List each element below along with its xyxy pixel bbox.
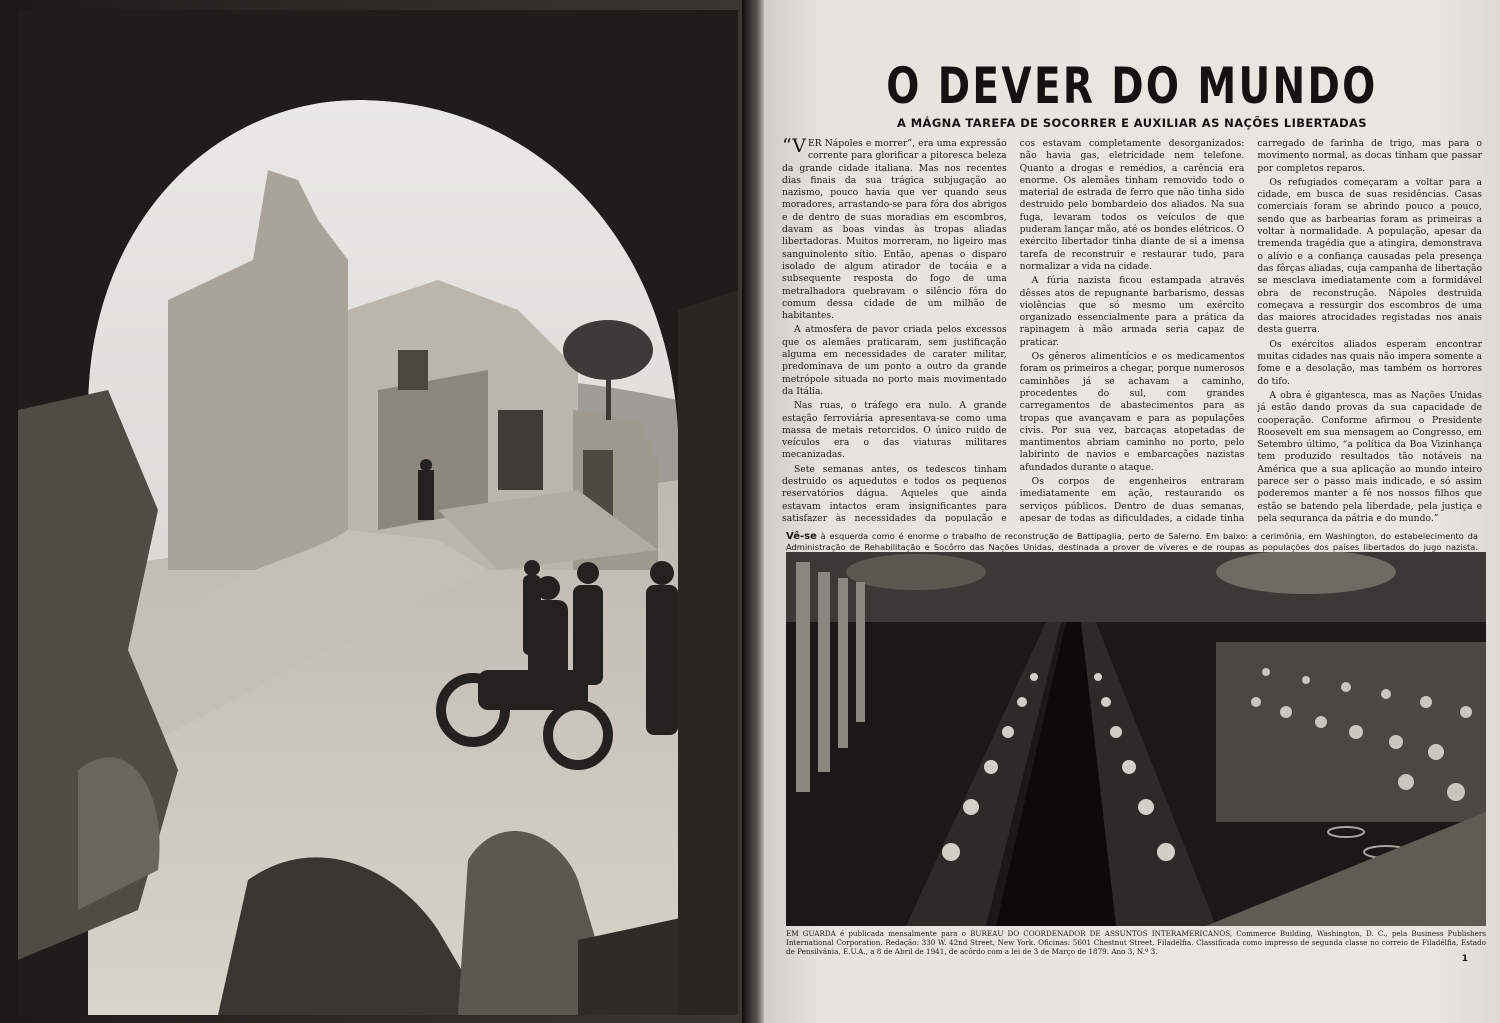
- caption-text: à esquerda como é enorme o trabalho de reconstrução de Battipaglia, perto de Salerno. Em baixo: a cerimônia, em Washington, do estabelecimento da Administração de Rehabilitação e Socôrro das Nações Unidas, destinada a prover de víveres e de roupas as populações dos países libertados do jugo nazista.: [786, 531, 1479, 552]
- article-paragraph: carregado de farinha de trigo, mas para o movimento normal, as docas tinham que passar por completos reparos.: [1257, 138, 1483, 174]
- article-paragraph: Os corpos de engenheiros entraram imediatamente em ação, restaurando os serviços públicos. Dentro de duas semanas, apesar de todas as dificuldades, a cidade tinha: [1019, 476, 1245, 522]
- left-page: [0, 0, 742, 1023]
- ruins-photograph: [18, 10, 738, 1015]
- article-paragraph: Os refugiados começaram a voltar para a cidade, em busca de suas residências. Casas comerciais foram se abrindo pouco a pouco, sendo que as barbearias foram as primeiras a voltar à normalidade. A população, apesar da tremenda tragédia que a atingira, demonstrava o alívio e a confiança causadas pela presença das fôrças aliadas, cuja campanha de libertação se mesclava imediatamente com a formidável obra de reconstrução. Nápoles destruida começava a ressurgir dos escombros de uma das maiores atrocidades registadas nos anais desta guerra.: [1257, 176, 1483, 336]
- caption-lead: Vê-se: [786, 531, 817, 542]
- article-paragraph: A atmosfera de pavor criada pelos excessos que os alemães praticaram, sem justificação alguma em necessidades de carater militar, predominava de um ponto a outro da grande metrópole situada no porto mais movimentado da Itália.: [782, 324, 1007, 397]
- article-body: [782, 138, 1482, 522]
- article-paragraph: Sete semanas antes, os tedescos tinham destruido os aquedutos e todos os pequenos reservatórios dágua. Aqueles que ainda estavam intactos eram insignificantes para satisfazer às necessidades da população e: [782, 463, 1007, 522]
- right-page: [764, 0, 1500, 1023]
- paragraph-text: ER Nápoles e morrer”, era uma expressão corrente para glorificar a pitoresca beleza da grande cidade italiana. Mas nos recentes dias finais da sua trágica subjugação ao nazismo, pouco havia que ver quando seus moradores, arrastando-se para fóra dos abrigos e de dentro de suas moradias em escombros, davam as boas vindas às tropas aliadas libertadoras. Muitos morreram, no ligeiro mas sanguinolento sítio. Então, apenas o disparo isolado de algum atirador de tocáia e a subsequente resposta do fogo de uma metralhadora quebravam o silêncio fóra do comum dessa cidade de um milhão de habitantes.: [782, 138, 1007, 322]
- article-column-3: [1257, 138, 1482, 522]
- article-paragraph: Os gêneros alimentícios e os medicamentos foram os primeiros a chegar, porque numerosos caminhões já se achavam a caminho, procedentes do sul, com grandes carregamentos de abastecimentos para as tropas que avançavam e para as populações civis. Por sua vez, barcaças atopetadas de mantimentos abriam caminho no porto, pelo labirinto de navios e embarcações nazistas afundados durante o ataque.: [1019, 351, 1245, 473]
- subheadline: A MÁGNA TAREFA DE SOCORRER E AUXILIAR AS NAÇÕES LIBERTADAS: [897, 116, 1367, 130]
- drop-cap: “V: [782, 138, 806, 157]
- center-gutter: [742, 0, 764, 1023]
- article-paragraph: [782, 138, 1007, 322]
- page-number: 1: [1461, 954, 1468, 964]
- article-paragraph: cos estavam completamente desorganizados: não havia gas, eletricidade nem telefone. Quanto a drogas e remédios, a carência era enorme. Os alemães tinham removido todo o material de estrada de ferro que não tinha sido destruido pelo bombardeio dos aliados. Na sua fuga, levaram todos os veículos de que puderam lançar mão, até os bondes elétricos. O exército libertador tinha diante de si a imensa tarefa de reconstruir e restaurar tudo, para normalizar a vida na cidade.: [1019, 138, 1245, 272]
- ceremony-photograph: [786, 552, 1486, 926]
- article-paragraph: A fúria nazista ficou estampada através dêsses atos de repugnante barbarismo, dessas violências que só mesmo um exército organizado essencialmente para a prática da rapinagem à mão armada seria capaz de praticar.: [1019, 275, 1245, 348]
- article-column-1: [782, 138, 1007, 522]
- article-paragraph: Os exércitos aliados esperam encontrar muitas cidades nas quais não impera somente a fome e a desolação, mas também os horrores do tifo.: [1257, 338, 1483, 387]
- colophon: EM GUARDA é publicada mensalmente para o BUREAU DO COORDENADOR DE ASSUNTOS INTERAMERICANOS, Commerce Building, Washington, D. C., pela Business Publishers International Corporation. Redação: 330 W. 42nd Street, New York. Oficinas: 5601 Chestnut Street, Filadélfia. Classificada como impresso de segunda classe no correio de Filadélfia, Estado de Pensilvânia, E.U.A., a 8 de Abril de 1941, de acôrdo com a lei de 3 de Março de 1879. Ano 3, N.º 3.: [786, 929, 1486, 957]
- article-paragraph: A obra é gigantesca, mas as Nações Unidas já estão dando provas da sua capacidade de cooperação. Conforme afirmou o Presidente Roosevelt em sua mensagem ao Congresso, em Setembro último, “a política da Boa Vizinhança tem produzido resultados tão notáveis na América que a sua aplicação ao mundo inteiro parece ser o passo mais indicado, e só assim poderemos manter a fé nos nossos filhos que estão se batendo pela liberdade, pela justiça e pela segurança da pátria e do mundo.”: [1257, 389, 1483, 522]
- headline: O DEVER DO MUNDO: [886, 57, 1378, 115]
- article-column-2: [1020, 138, 1245, 522]
- article-paragraph: Nas ruas, o tráfego era nulo. A grande estação ferroviária apresentava-se como uma massa de metais retorcidos. O único ruido de veículos era o das viaturas militares mecanizadas.: [782, 400, 1007, 461]
